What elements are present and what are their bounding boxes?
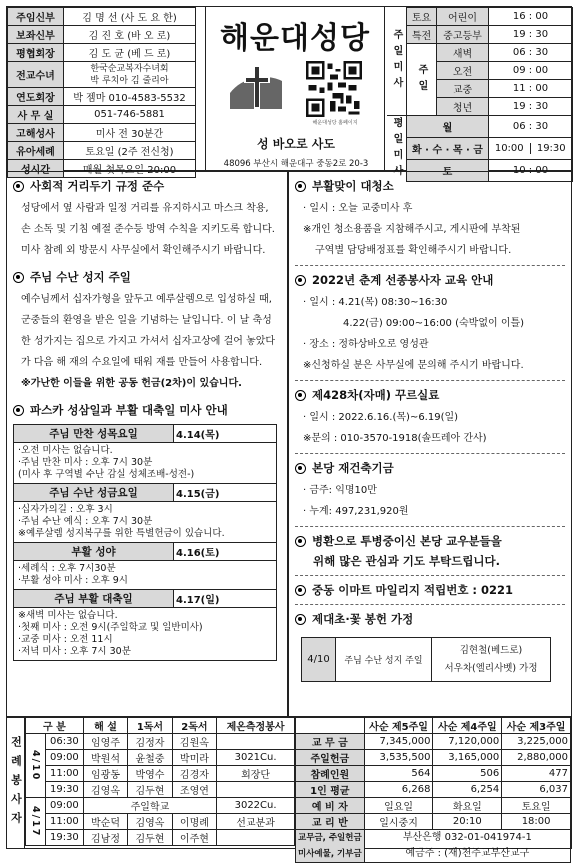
line: · 금주: 익명10만 — [303, 485, 377, 496]
section-title: 부활맞이 대청소 — [312, 179, 394, 193]
finance-value: 477 — [502, 766, 571, 782]
line: 구역별 담당배정표를 확인해주시기 바랍니다. — [315, 245, 512, 256]
right-column — [288, 171, 572, 717]
weekday-times — [489, 138, 573, 160]
section-emart-mileage — [295, 582, 565, 598]
weekday-time: 06 : 30 — [489, 116, 573, 138]
staff-role: 사 무 실 — [8, 106, 64, 124]
weekday-time: 10 : 00 — [489, 160, 573, 182]
staff-name-line: 미사 전 30분간 — [95, 129, 164, 140]
left-column — [6, 171, 288, 717]
finance-value: 3,165,000 — [433, 750, 502, 766]
mass-row — [387, 8, 573, 26]
staff-row — [8, 44, 196, 62]
section-title: 제428차(자매) 꾸르실료 — [312, 388, 440, 402]
mass-time: 11 : 00 — [489, 80, 573, 98]
bank-owner: 예금주 : (재)천주교부산교구 — [405, 848, 530, 859]
distancing-body: 성당에서 옆 사람과 일정 거리를 유지하시고 마스크 착용, 손 소독 및 기침 예절 준수등 방역 수칙을 지키도록 합니다. 미사 참례 외 방문시 사무실에서 확인해주시기 바랍니다. — [21, 203, 275, 256]
staff-row — [8, 62, 196, 88]
cursillo-lines — [295, 407, 565, 449]
liturgy-details — [14, 561, 277, 590]
section-prayer-request — [295, 533, 565, 549]
weekday-day: 토 — [407, 160, 489, 182]
detail-line: ·주님 만찬 미사 : 오후 7시 30분 — [18, 457, 153, 468]
church-name: 해운대성당 — [220, 21, 370, 56]
servers-cell: 김영옥 — [128, 814, 172, 830]
weekday-mass-label: 평일미사 — [387, 116, 407, 182]
qr-code-icon[interactable] — [306, 61, 362, 117]
staff-role: 성시간 — [8, 160, 64, 178]
church-logo-icon — [228, 63, 286, 115]
staff-role: 평협회장 — [8, 44, 64, 62]
staff-name-line: 박 루치아 김 줄리아 — [90, 75, 169, 86]
finance-row — [296, 782, 571, 798]
catechumen-times-row — [296, 814, 571, 830]
liturgy-name: 주님 부활 대축일 — [14, 590, 174, 608]
liturgy-details — [14, 443, 277, 484]
bank-account: 부산은행 032-01-041974-1 — [402, 832, 532, 843]
staff-role: 유아세례 — [8, 142, 64, 160]
bullet-icon — [295, 585, 306, 596]
servers-cell: 김두현 — [128, 782, 172, 798]
staff-name-line: 한국순교복자수녀회 — [90, 63, 169, 74]
staff-name-line: 매월 첫목요일 20:00 — [82, 165, 177, 176]
bullet-icon — [295, 390, 306, 401]
mass-time: 19 : 30 — [489, 26, 573, 44]
divider — [295, 453, 565, 454]
servers-cell: 회장단 — [217, 766, 295, 782]
mass-time: 16 : 00 — [489, 8, 573, 26]
staff-role: 고해성사 — [8, 124, 64, 142]
week-label: 4/17 — [26, 798, 46, 846]
bank-label-line: 교무금, 주일헌금 — [298, 833, 362, 843]
triduum-header-row — [14, 425, 277, 443]
line: · 누계: 497,231,920원 — [303, 506, 409, 517]
finance-value: 3,535,500 — [364, 750, 433, 766]
servers-cell: 11:00 — [46, 766, 84, 782]
section-volunteer-training — [295, 272, 565, 288]
flower-families — [432, 638, 551, 682]
servers-cell: 이주현 — [172, 830, 216, 846]
liturgy-details — [14, 502, 277, 543]
servers-col-header: 1독서 — [128, 718, 172, 734]
mass-type: 중고등부 — [437, 26, 489, 44]
staff-name-line: 김 명 선 (사 도 요 한) — [82, 13, 177, 24]
staff-role: 주임신부 — [8, 8, 64, 26]
catechumen-time: 18:00 — [502, 814, 571, 830]
section-title: 병환으로 투병중이신 본당 교우분들을 — [312, 534, 502, 548]
servers-cell: 19:30 — [46, 782, 84, 798]
line: ※개인 청소용품을 지참해주시고, 게시판에 부착된 — [303, 224, 521, 235]
staff-name-line: 김 진 호 (바 오 로) — [88, 31, 171, 42]
section-title: 2022년 춘계 선종봉사자 교육 안내 — [312, 273, 494, 287]
prayer-request-line2: 위해 많은 관심과 기도 부탁드립니다. — [313, 554, 501, 568]
finance-label: 교 무 금 — [296, 734, 365, 750]
divider — [295, 526, 565, 527]
bank-label-line: 미사예물, 기부금 — [298, 849, 362, 859]
weekday-row — [387, 138, 573, 160]
church-address: 48096 부산시 해운대구 중동2로 20-3 — [223, 159, 369, 169]
bullet-icon — [13, 405, 24, 416]
finance-label: 참례인원 — [296, 766, 365, 782]
staff-row — [8, 26, 196, 44]
mass-times-table — [387, 7, 573, 182]
family: 김현철(베드로) — [459, 644, 523, 656]
finance-label: 주일헌금 — [296, 750, 365, 766]
section-cursillo — [295, 387, 565, 403]
detail-line: ·십자가의길 : 오후 3시 — [18, 504, 113, 515]
detail-line: ·주님 수난 예식 : 오후 7시 30분 — [18, 516, 153, 527]
triduum-detail-row — [14, 502, 277, 543]
palm-sunday-note: ※가난한 이들을 위한 공동 헌금(2차)이 있습니다. — [21, 378, 242, 389]
staff-name — [64, 124, 196, 142]
liturgy-name: 부활 성야 — [14, 543, 174, 561]
weekday-row — [387, 116, 573, 138]
servers-col-header: 제온측정봉사 — [217, 718, 295, 734]
staff-row — [8, 88, 196, 106]
catechumen-day: 일요일 — [364, 798, 433, 814]
mass-type: 새벽 — [437, 44, 489, 62]
divider — [295, 575, 565, 576]
finance-value: 6,268 — [364, 782, 433, 798]
detail-line: (미사 후 구역별 수난 감실 성체조배-성전-) — [18, 469, 195, 480]
servers-cell: 박순덕 — [83, 814, 127, 830]
staff-row — [8, 8, 196, 26]
finance-value: 6,254 — [433, 782, 502, 798]
section-title: 주님 수난 성지 주일 — [30, 270, 131, 284]
servers-cell: 09:00 — [46, 750, 84, 766]
finance-row — [296, 750, 571, 766]
catechumen-time: 일시중지 — [364, 814, 433, 830]
finance-value: 7,120,000 — [433, 734, 502, 750]
liturgy-date: 4.15(금) — [174, 484, 277, 502]
bullet-icon — [295, 536, 306, 547]
line: · 일시 : 4.21(목) 08:30~16:30 — [303, 297, 448, 308]
servers-header — [26, 718, 295, 734]
family: 서우차(엘리사벳) 가정 — [444, 662, 538, 674]
servers-row — [26, 798, 295, 814]
finance-row — [296, 734, 571, 750]
triduum-header-row — [14, 590, 277, 608]
servers-cell: 09:00 — [46, 798, 84, 814]
servers-cell: 김정자 — [128, 734, 172, 750]
line: · 장소 : 정하상바오로 영성관 — [303, 339, 429, 350]
detail-line: ·교중 미사 : 오전 11시 — [18, 634, 113, 645]
altar-flowers-table — [301, 637, 551, 682]
section-building-fund — [295, 460, 565, 476]
liturgy-date: 4.17(일) — [174, 590, 277, 608]
line: ※문의 : 010-3570-1918(솔뜨레아 간사) — [303, 433, 487, 444]
servers-label: 전례봉사자 — [7, 718, 25, 848]
servers-cell: 김두현 — [128, 830, 172, 846]
catechumen-label: 교 리 반 — [296, 814, 365, 830]
bulletin-header — [6, 6, 572, 181]
triduum-table — [13, 424, 277, 661]
servers-row — [26, 830, 295, 846]
servers-cell — [217, 830, 295, 846]
servers-cell: 박원석 — [83, 750, 127, 766]
weekday-time: 19:30 — [536, 143, 566, 154]
divider — [295, 265, 565, 266]
servers-table — [25, 718, 295, 846]
finance-value: 564 — [364, 766, 433, 782]
finance-value: 506 — [433, 766, 502, 782]
finance-header — [296, 718, 571, 734]
triduum-detail-row — [14, 561, 277, 590]
staff-role: 연도회장 — [8, 88, 64, 106]
mass-day: 특전 — [407, 26, 437, 44]
staff-row — [8, 142, 196, 160]
flower-occasion: 주님 수난 성지 주일 — [336, 638, 432, 682]
detail-line: ·첫째 미사 : 오전 9시(주일학교 및 일반미사) — [18, 622, 203, 633]
cleaning-lines — [295, 198, 565, 261]
staff-name-line: 김 도 균 (베 드 로) — [88, 49, 171, 60]
sunday-mass-label: 주일미사 — [387, 8, 407, 116]
mass-row — [387, 26, 573, 44]
mass-time: 06 : 30 — [489, 44, 573, 62]
catechumen-label: 예 비 자 — [296, 798, 365, 814]
liturgy-details — [14, 608, 277, 661]
detail-line: ※예루살렘 성지복구를 위한 특별헌금이 있습니다. — [18, 528, 225, 539]
divider — [295, 380, 565, 381]
finance-row — [296, 766, 571, 782]
flower-date: 4/10 — [302, 638, 336, 682]
detail-line: ·오전 미사는 없습니다. — [18, 445, 113, 456]
line: 4.22(금) 09:00~16:00 (숙박없이 이틀) — [343, 318, 525, 329]
mass-type: 오전 — [437, 62, 489, 80]
mass-row — [387, 44, 573, 62]
staff-name — [64, 8, 196, 26]
bottom-section — [6, 717, 572, 859]
section-title: 사회적 거리두기 규정 준수 — [30, 179, 165, 193]
servers-cell — [217, 734, 295, 750]
servers-cell: 3022Cu. — [217, 798, 295, 814]
qr-caption: 해운대성당 홈페이지 — [312, 120, 358, 126]
line: · 일시 : 2022.6.16.(목)~6.19(일) — [303, 412, 459, 423]
servers-cell: 이명례 — [172, 814, 216, 830]
finance-col-header: 사순 제3주일 — [502, 718, 571, 734]
mass-type: 청년 — [437, 98, 489, 116]
fund-lines — [295, 480, 565, 522]
detail-line: ※새벽 미사는 없습니다. — [18, 610, 118, 621]
servers-cell: 06:30 — [46, 734, 84, 750]
servers-col-header: 2독서 — [172, 718, 216, 734]
section-title: 제대초·꽃 봉헌 가정 — [312, 612, 414, 626]
servers-col-header: 구 분 — [26, 718, 84, 734]
servers-cell: 19:30 — [46, 830, 84, 846]
section-triduum — [13, 402, 281, 418]
bank-row — [296, 830, 571, 863]
catechumen-days-row — [296, 798, 571, 814]
sunday-day-label: 주일 — [407, 44, 437, 116]
finance-value: 3,225,000 — [502, 734, 571, 750]
servers-cell: 김영옥 — [83, 782, 127, 798]
mass-time: 09 : 00 — [489, 62, 573, 80]
staff-name — [64, 106, 196, 124]
catechumen-day: 토요일 — [502, 798, 571, 814]
mass-type: 어린이 — [437, 8, 489, 26]
mass-type: 교중 — [437, 80, 489, 98]
mass-time: 19 : 30 — [489, 98, 573, 116]
servers-cell: 11:00 — [46, 814, 84, 830]
staff-name — [64, 142, 196, 160]
finance-value: 7,345,000 — [364, 734, 433, 750]
staff-row — [8, 124, 196, 142]
divider — [295, 604, 565, 605]
staff-row — [8, 106, 196, 124]
liturgy-name: 주님 수난 성금요일 — [14, 484, 174, 502]
liturgy-date: 4.16(토) — [174, 543, 277, 561]
section-title: 파스카 성삼일과 부활 대축일 미사 안내 — [30, 403, 228, 417]
servers-cell: 박미라 — [172, 750, 216, 766]
triduum-header-row — [14, 543, 277, 561]
staff-name-line: 051-746-5881 — [94, 109, 165, 120]
section-palm-sunday — [13, 269, 281, 285]
staff-table — [7, 7, 196, 178]
weekday-day: 월 — [407, 116, 489, 138]
servers-row — [26, 814, 295, 830]
detail-line: ·부활 성야 미사 : 오후 9시 — [18, 575, 128, 586]
palm-sunday-body: 예수님께서 십자가형을 앞두고 예루살렘으로 입성하실 때, 군중들의 환영을 받은 일을 기념하는 날입니다. 이 날 축성한 성가지는 집으로 가지고 가셔서 십자고상에 걸어 놓았다가 다음 해 재의 수요일에 태워 재를 만들어 사용합니다. — [21, 294, 276, 368]
weekday-time: 10:00 — [489, 143, 531, 154]
staff-role: 전교수녀 — [8, 62, 64, 88]
staff-name — [64, 62, 196, 88]
servers-cell: 김경자 — [172, 766, 216, 782]
staff-name — [64, 88, 196, 106]
bullet-icon — [13, 181, 24, 192]
liturgy-name: 주님 만찬 성목요일 — [14, 425, 174, 443]
detail-line: ·저녁 미사 : 오후 7시 30분 — [18, 646, 131, 657]
staff-name — [64, 26, 196, 44]
servers-cell: 박영수 — [128, 766, 172, 782]
bullet-icon — [295, 181, 306, 192]
finance-col-header: 사순 제5주일 — [364, 718, 433, 734]
triduum-schedule — [13, 424, 281, 661]
training-lines — [295, 292, 565, 376]
weekday-day: 화 · 수 · 목 · 금 — [407, 138, 489, 160]
servers-cell: 임광동 — [83, 766, 127, 782]
catechumen-day: 화요일 — [433, 798, 502, 814]
servers-cell: 3021Cu. — [217, 750, 295, 766]
section-title: 본당 재건축기금 — [312, 461, 394, 475]
section-title: 중동 이마트 마일리지 적립번호 : 0221 — [312, 583, 514, 597]
servers-row — [26, 734, 295, 750]
servers-cell: 조영연 — [172, 782, 216, 798]
servers-row — [26, 766, 295, 782]
bank-info — [364, 830, 570, 863]
servers-cell: 김남정 — [83, 830, 127, 846]
finance-table — [295, 718, 571, 863]
detail-line: ·세례식 : 오후 7시30분 — [18, 563, 116, 574]
servers-cell: 주일학교 — [83, 798, 216, 814]
bullet-icon — [295, 614, 306, 625]
servers-row — [26, 782, 295, 798]
servers-cell: 김원옥 — [172, 734, 216, 750]
section-distancing — [13, 178, 281, 194]
finance-value: 6,037 — [502, 782, 571, 798]
servers-col-header: 해 설 — [83, 718, 127, 734]
staff-role: 보좌신부 — [8, 26, 64, 44]
bullet-icon — [295, 463, 306, 474]
bullet-icon — [13, 272, 24, 283]
triduum-header-row — [14, 484, 277, 502]
finance-value: 2,880,000 — [502, 750, 571, 766]
line: ※신청하실 분은 사무실에 문의해 주시기 바랍니다. — [303, 360, 524, 371]
servers-cell: 임영주 — [83, 734, 127, 750]
liturgy-date: 4.14(목) — [174, 425, 277, 443]
week-label: 4/10 — [26, 734, 46, 798]
finance-col-header: 사순 제4주일 — [433, 718, 502, 734]
servers-cell: 윤철중 — [128, 750, 172, 766]
servers-cell — [217, 782, 295, 798]
saint-name: 성 바오로 사도 — [257, 137, 335, 151]
staff-name — [64, 44, 196, 62]
staff-name-line: 토요일 (2주 전신청) — [85, 147, 174, 158]
section-altar-flowers — [295, 611, 565, 627]
mass-day: 토요 — [407, 8, 437, 26]
servers-row — [26, 750, 295, 766]
line: · 일시 : 오늘 교중미사 후 — [303, 203, 413, 214]
finance-label: 1인 평균 — [296, 782, 365, 798]
servers-cell: 선교분과 — [217, 814, 295, 830]
staff-name-line: 박 젬마 010-4583-5532 — [73, 93, 186, 104]
triduum-detail-row — [14, 443, 277, 484]
bank-label — [296, 830, 365, 863]
triduum-detail-row — [14, 608, 277, 661]
finance-corner — [296, 718, 365, 734]
catechumen-time: 20:10 — [433, 814, 502, 830]
bullet-icon — [295, 275, 306, 286]
church-center — [205, 7, 385, 172]
section-cleaning — [295, 178, 565, 194]
